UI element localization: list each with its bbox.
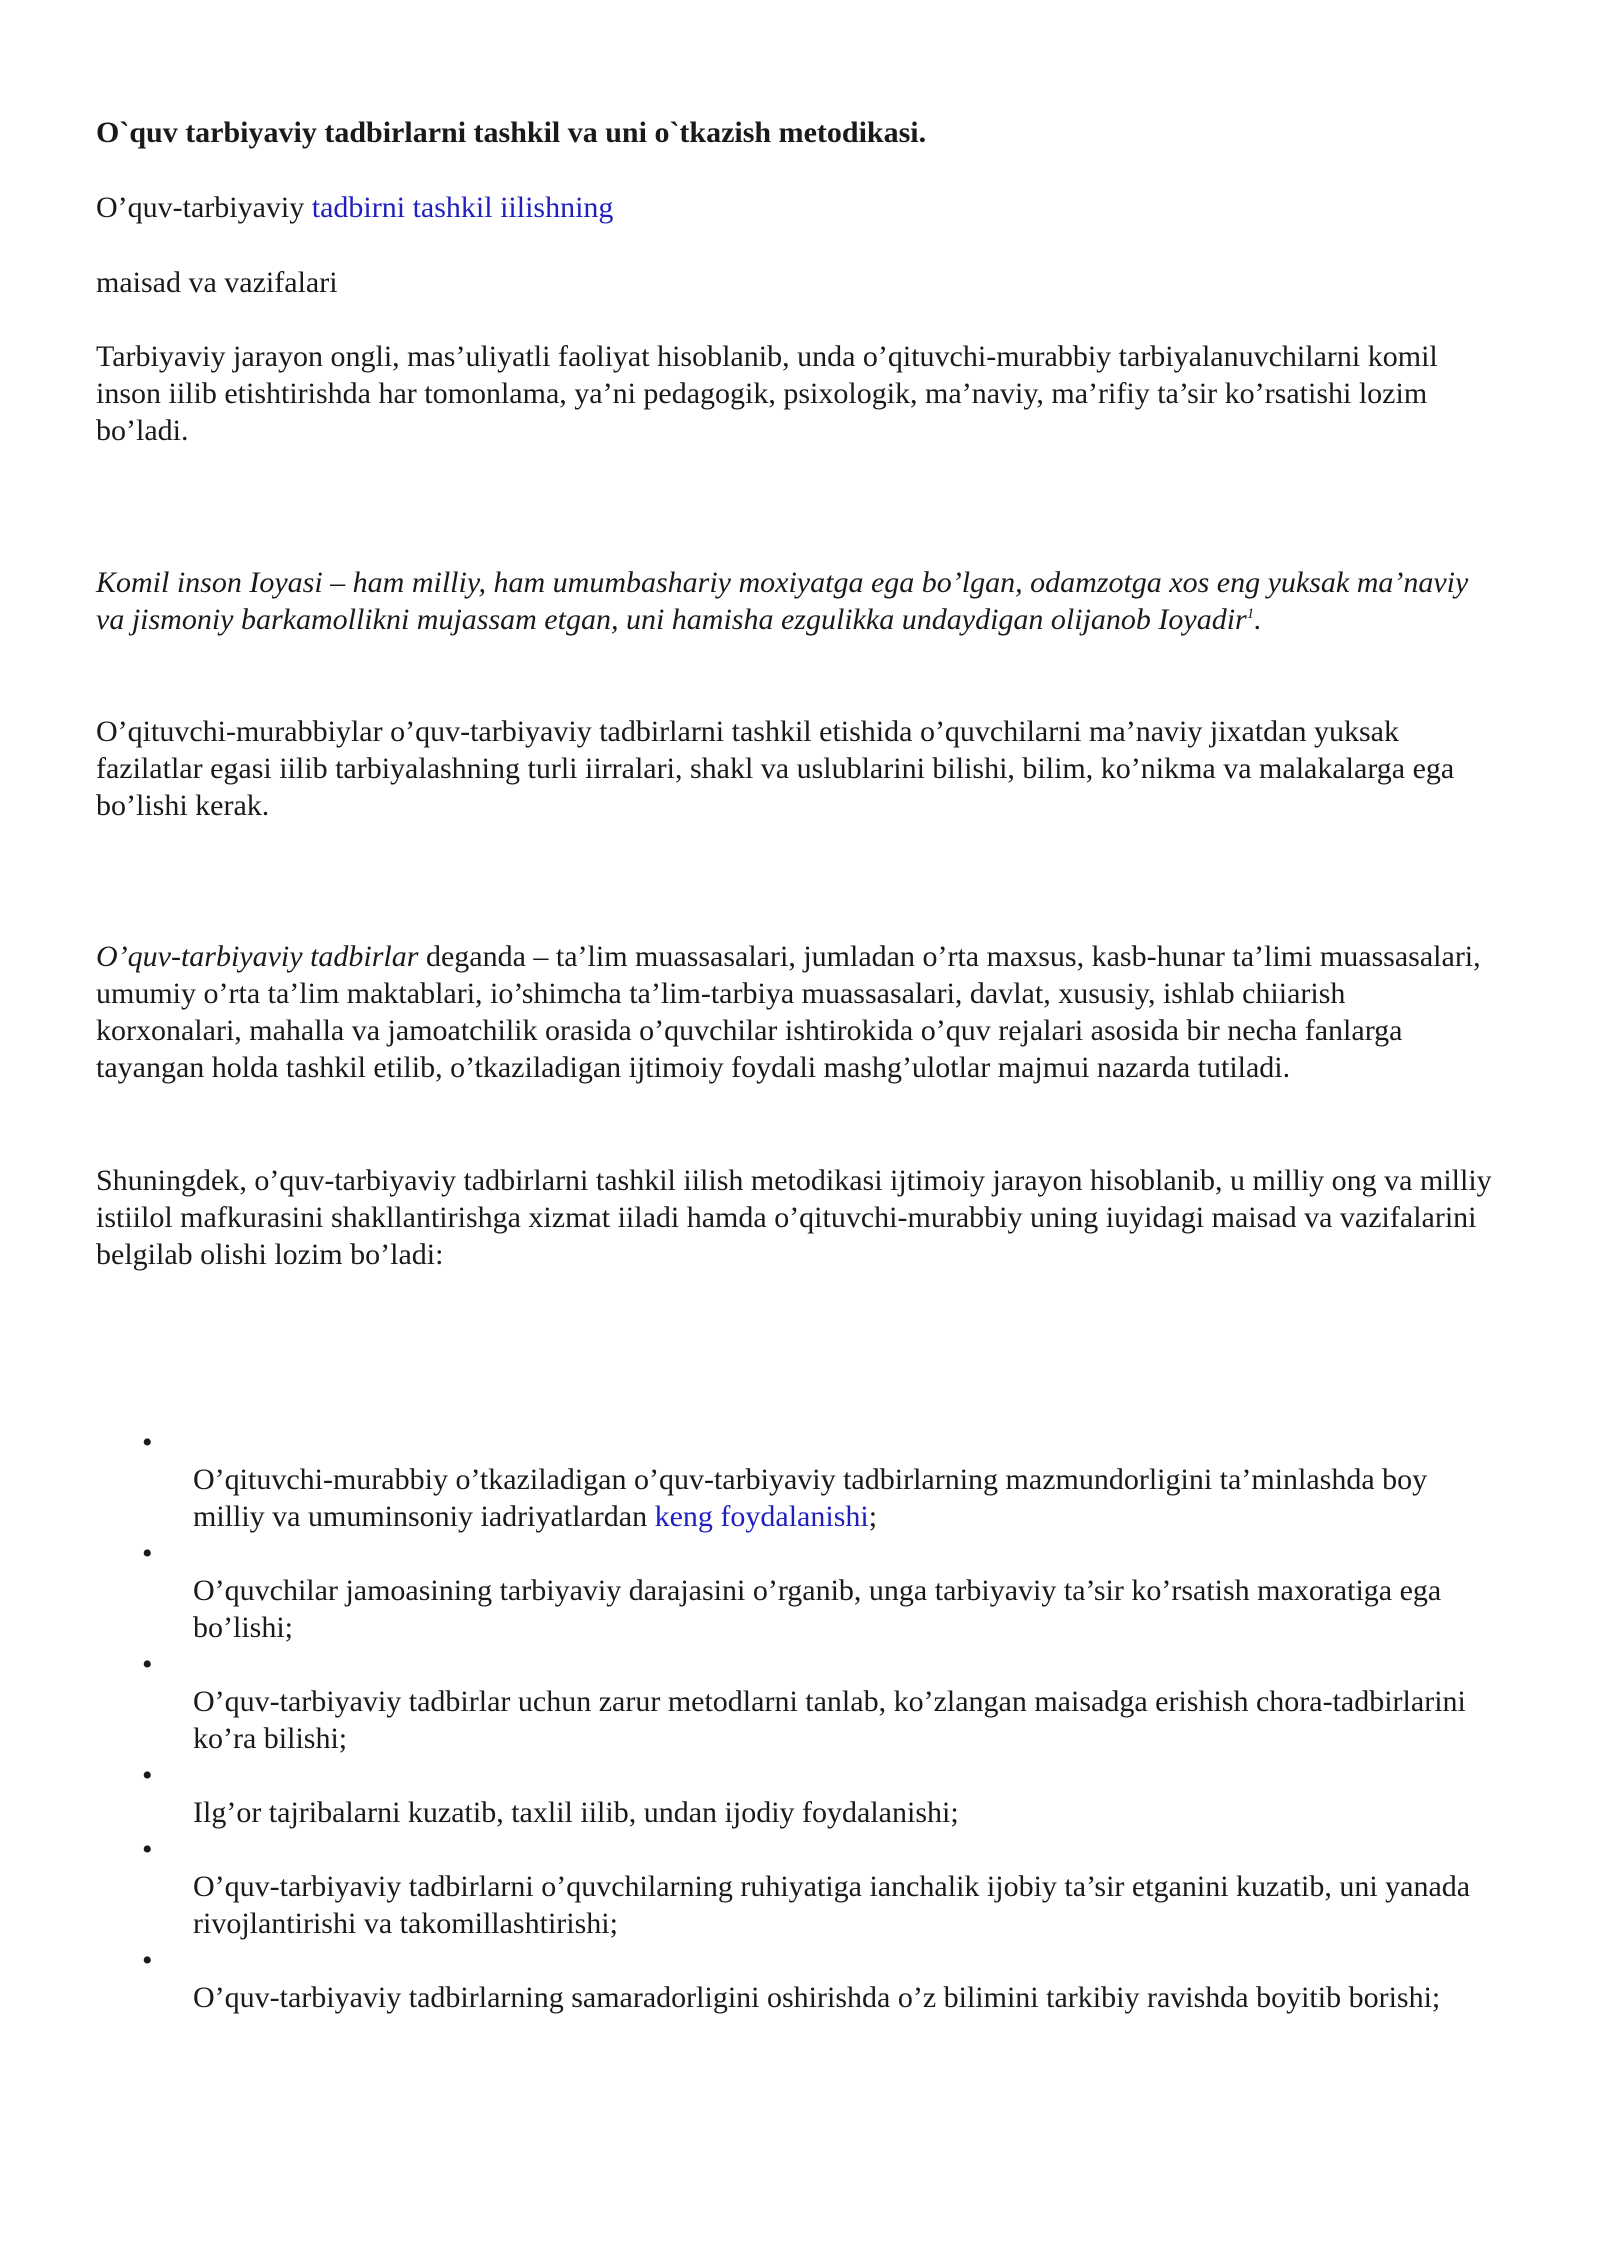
bullet-icon: • [142,1759,153,1792]
list-item-text: O’quv-tarbiyaviy tadbirlar uchun zarur metodlarni tanlab, ko’zlangan maisadga erishish chora-tadbirlarini ko’ra bilishi; [193,1685,1466,1755]
intro-paragraph: Tarbiyaviy jarayon ongli, mas’uliyatli faoliyat hisoblanib, unda o’qituvchi-murabbiy tarbiyalanuvchilarni komil inson iilib etishtirishda har tomonlama, ya’ni pedagogik, psixologik, ma’naviy, ma’rifiy ta’sir ko’rsatishi lozim bo’ladi. [96,340,1438,447]
bullet-icon: • [142,1944,153,1977]
list-item-link[interactable]: keng foydalanishi [654,1500,869,1533]
teachers-paragraph: O’qituvchi-murabbiylar o’quv-tarbiyaviy tadbirlarni tashkil etishida o’quvchilarni ma’naviy jixatdan yuksak fazilatlar egasi iilib tarbiyalashning turli iirralari, shakl va uslublarini bilishi, bilim, ko’nikma va malakalarga ega bo’lishi kerak. [96,715,1455,822]
list-item-text: Ilg’or tajribalarni kuzatib, taxlil iilib, undan ijodiy foydalanishi; [193,1796,959,1829]
document-title: O`quv tarbiyaviy tadbirlarni tashkil va uni o`tkazish metodikasi. [96,116,927,149]
bullet-icon: • [142,1426,153,1459]
subheading-1-prefix: O’quv-tarbiyaviy [96,191,312,224]
subheading-link[interactable]: tadbirni tashkil iilishning [311,191,614,224]
bullet-icon: • [142,1833,153,1866]
also-paragraph: Shuningdek, o’quv-tarbiyaviy tadbirlarni tashkil iilish metodikasi ijtimoiy jarayon hisoblanib, u milliy ong va milliy istiilol mafkurasini shakllantirishga xizmat iiladi hamda o’qituvchi-murabbiy uning iuyidagi maisad va vazifalarini belgilab olishi lozim bo’ladi: [96,1164,1492,1271]
list-item [96,1646,1496,1757]
events-italic-term: O’quv-tarbiyaviy tadbirlar [96,940,419,973]
list-item [96,1535,1496,1646]
quote-paragraph [96,564,1496,638]
list-item [96,1942,1496,2016]
quote-end: . [1254,603,1262,636]
events-paragraph-text: deganda – ta’lim muassasalari, jumladan o’rta maxsus, kasb-hunar ta’limi muassasalari, umumiy o’rta ta’lim maktablari, io’shimcha ta’lim-tarbiya muassasalari, davlat, xususiy, ishlab chiiarish korxonalari, mahalla va jamoatchilik orasida o’quvchilar ishtirokida o’quv rejalari asosida bir necha fanlarga tayangan holda tashkil etilib, o’tkaziladigan ijtimoiy foydali mashg’ulotlar majmui nazarda tutiladi. [96,940,1481,1084]
list-item [96,1757,1496,1831]
events-paragraph [96,938,1496,1086]
list-item [96,1424,1496,1535]
list-item-text: O’quv-tarbiyaviy tadbirlarning samaradorligini oshirishda o’z bilimini tarkibiy ravishda boyitib borishi; [193,1981,1441,2014]
list-item-end: ; [868,1500,878,1533]
quote-text: Komil inson Ioyasi – ham milliy, ham umumbashariy moxiyatga ega bo’lgan, odamzotga xos eng yuksak ma’naviy va jismoniy barkamollikni mujassam etgan, uni hamisha ezgulikka undaydigan olijanob Ioyadir [96,566,1469,636]
list-item-text: O’quvchilar jamoasining tarbiyaviy darajasini o’rganib, unga tarbiyaviy ta’sir ko’rsatish maxoratiga ega bo’lishi; [193,1574,1442,1644]
bullet-icon: • [142,1648,153,1681]
list-item-text: O’quv-tarbiyaviy tadbirlarni o’quvchilarning ruhiyatiga ianchalik ijobiy ta’sir etganini kuzatib, uni yanada rivojlantirishi va takomillashtirishi; [193,1870,1471,1940]
footnote-marker[interactable]: 1 [1246,606,1255,622]
bullet-icon: • [142,1537,153,1570]
list-item [96,1831,1496,1942]
subheading-2: maisad va vazifalari [96,266,338,299]
subheading-1 [96,189,613,226]
list-item-text [193,1461,1493,1535]
goals-list [96,1424,1496,2016]
list-item-body: O’qituvchi-murabbiy o’tkaziladigan o’quv-tarbiyaviy tadbirlarning mazmundorligini ta’minlashda boy milliy va umuminsoniy iadriyatlardan [193,1463,1428,1533]
